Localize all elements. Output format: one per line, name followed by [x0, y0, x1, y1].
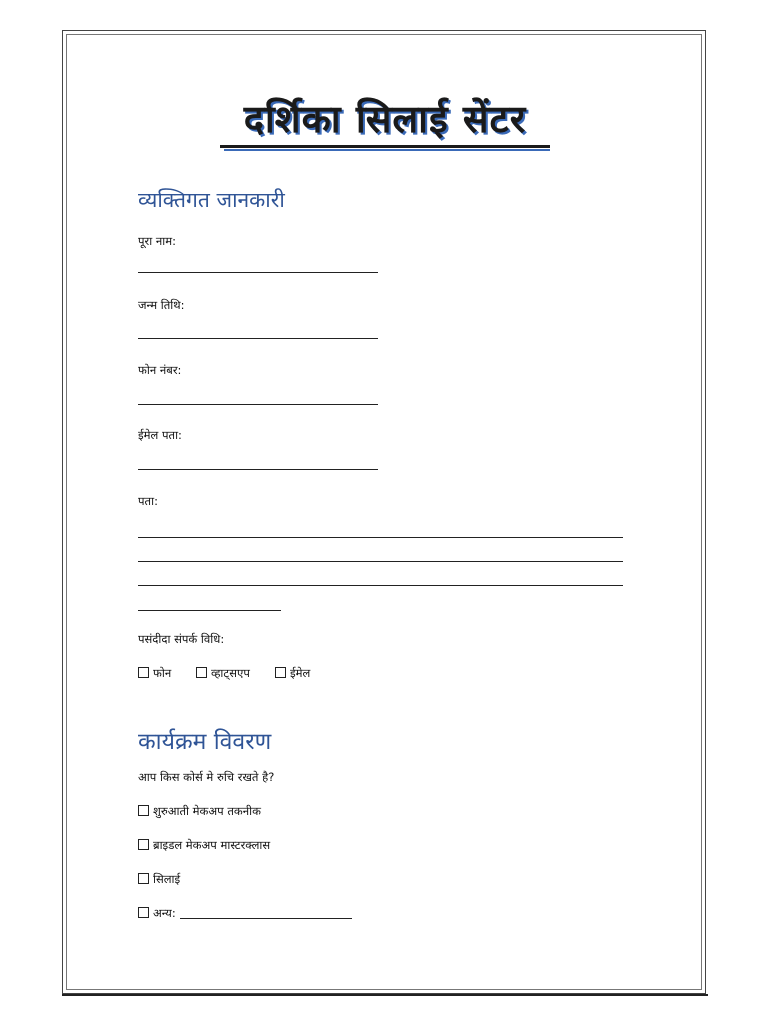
- contact-option-phone[interactable]: [138, 666, 171, 681]
- course-option-sewing[interactable]: [138, 872, 180, 887]
- dob-field[interactable]: [138, 338, 378, 339]
- course-option-bridal-makeup[interactable]: [138, 838, 270, 853]
- address-label: पता:: [138, 494, 158, 508]
- other-course-field[interactable]: [180, 918, 352, 919]
- checkbox-icon[interactable]: [138, 667, 149, 678]
- document-title: दर्शिका सिलाई सेंटर: [243, 97, 527, 141]
- checkbox-icon[interactable]: [138, 805, 149, 816]
- address-field-line-4[interactable]: [138, 610, 281, 611]
- email-label: ईमेल पता:: [138, 428, 182, 442]
- program-details-heading: कार्यक्रम विवरण: [138, 729, 272, 755]
- email-field[interactable]: [138, 469, 378, 470]
- course-option-label: शुरुआती मेकअप तकनीक: [153, 804, 261, 818]
- checkbox-icon[interactable]: [138, 907, 149, 918]
- course-interest-question: आप किस कोर्स मे रुचि रखते है?: [138, 770, 275, 784]
- full-name-field[interactable]: [138, 272, 378, 273]
- course-option-label: ब्राइडल मेकअप मास्टरक्लास: [153, 838, 271, 852]
- address-field-line-2[interactable]: [138, 561, 623, 562]
- contact-option-label: व्हाट्सएप: [211, 666, 250, 680]
- address-field-line-1[interactable]: [138, 537, 623, 538]
- checkbox-icon[interactable]: [138, 873, 149, 884]
- bottom-rule: [62, 994, 708, 996]
- contact-option-label: फोन: [153, 666, 172, 680]
- course-option-other[interactable]: [138, 906, 352, 921]
- phone-label: फोन नंबर:: [138, 363, 182, 377]
- contact-preference-label: पसंदीदा संपर्क विधि:: [138, 632, 225, 646]
- checkbox-icon[interactable]: [275, 667, 286, 678]
- title-underline: [220, 145, 550, 148]
- checkbox-icon[interactable]: [196, 667, 207, 678]
- full-name-label: पूरा नाम:: [138, 234, 176, 248]
- contact-option-label: ईमेल: [290, 666, 311, 680]
- course-option-beginner-makeup[interactable]: [138, 804, 261, 819]
- checkbox-icon[interactable]: [138, 839, 149, 850]
- title-underline-shadow: [224, 149, 550, 151]
- course-option-label: अन्य:: [153, 906, 176, 920]
- contact-option-whatsapp[interactable]: [196, 666, 250, 681]
- contact-option-email[interactable]: [275, 666, 310, 681]
- address-field-line-3[interactable]: [138, 585, 623, 586]
- phone-field[interactable]: [138, 404, 378, 405]
- course-option-label: सिलाई: [153, 872, 181, 886]
- personal-info-heading: व्यक्तिगत जानकारी: [138, 188, 285, 212]
- dob-label: जन्म तिथि:: [138, 298, 185, 312]
